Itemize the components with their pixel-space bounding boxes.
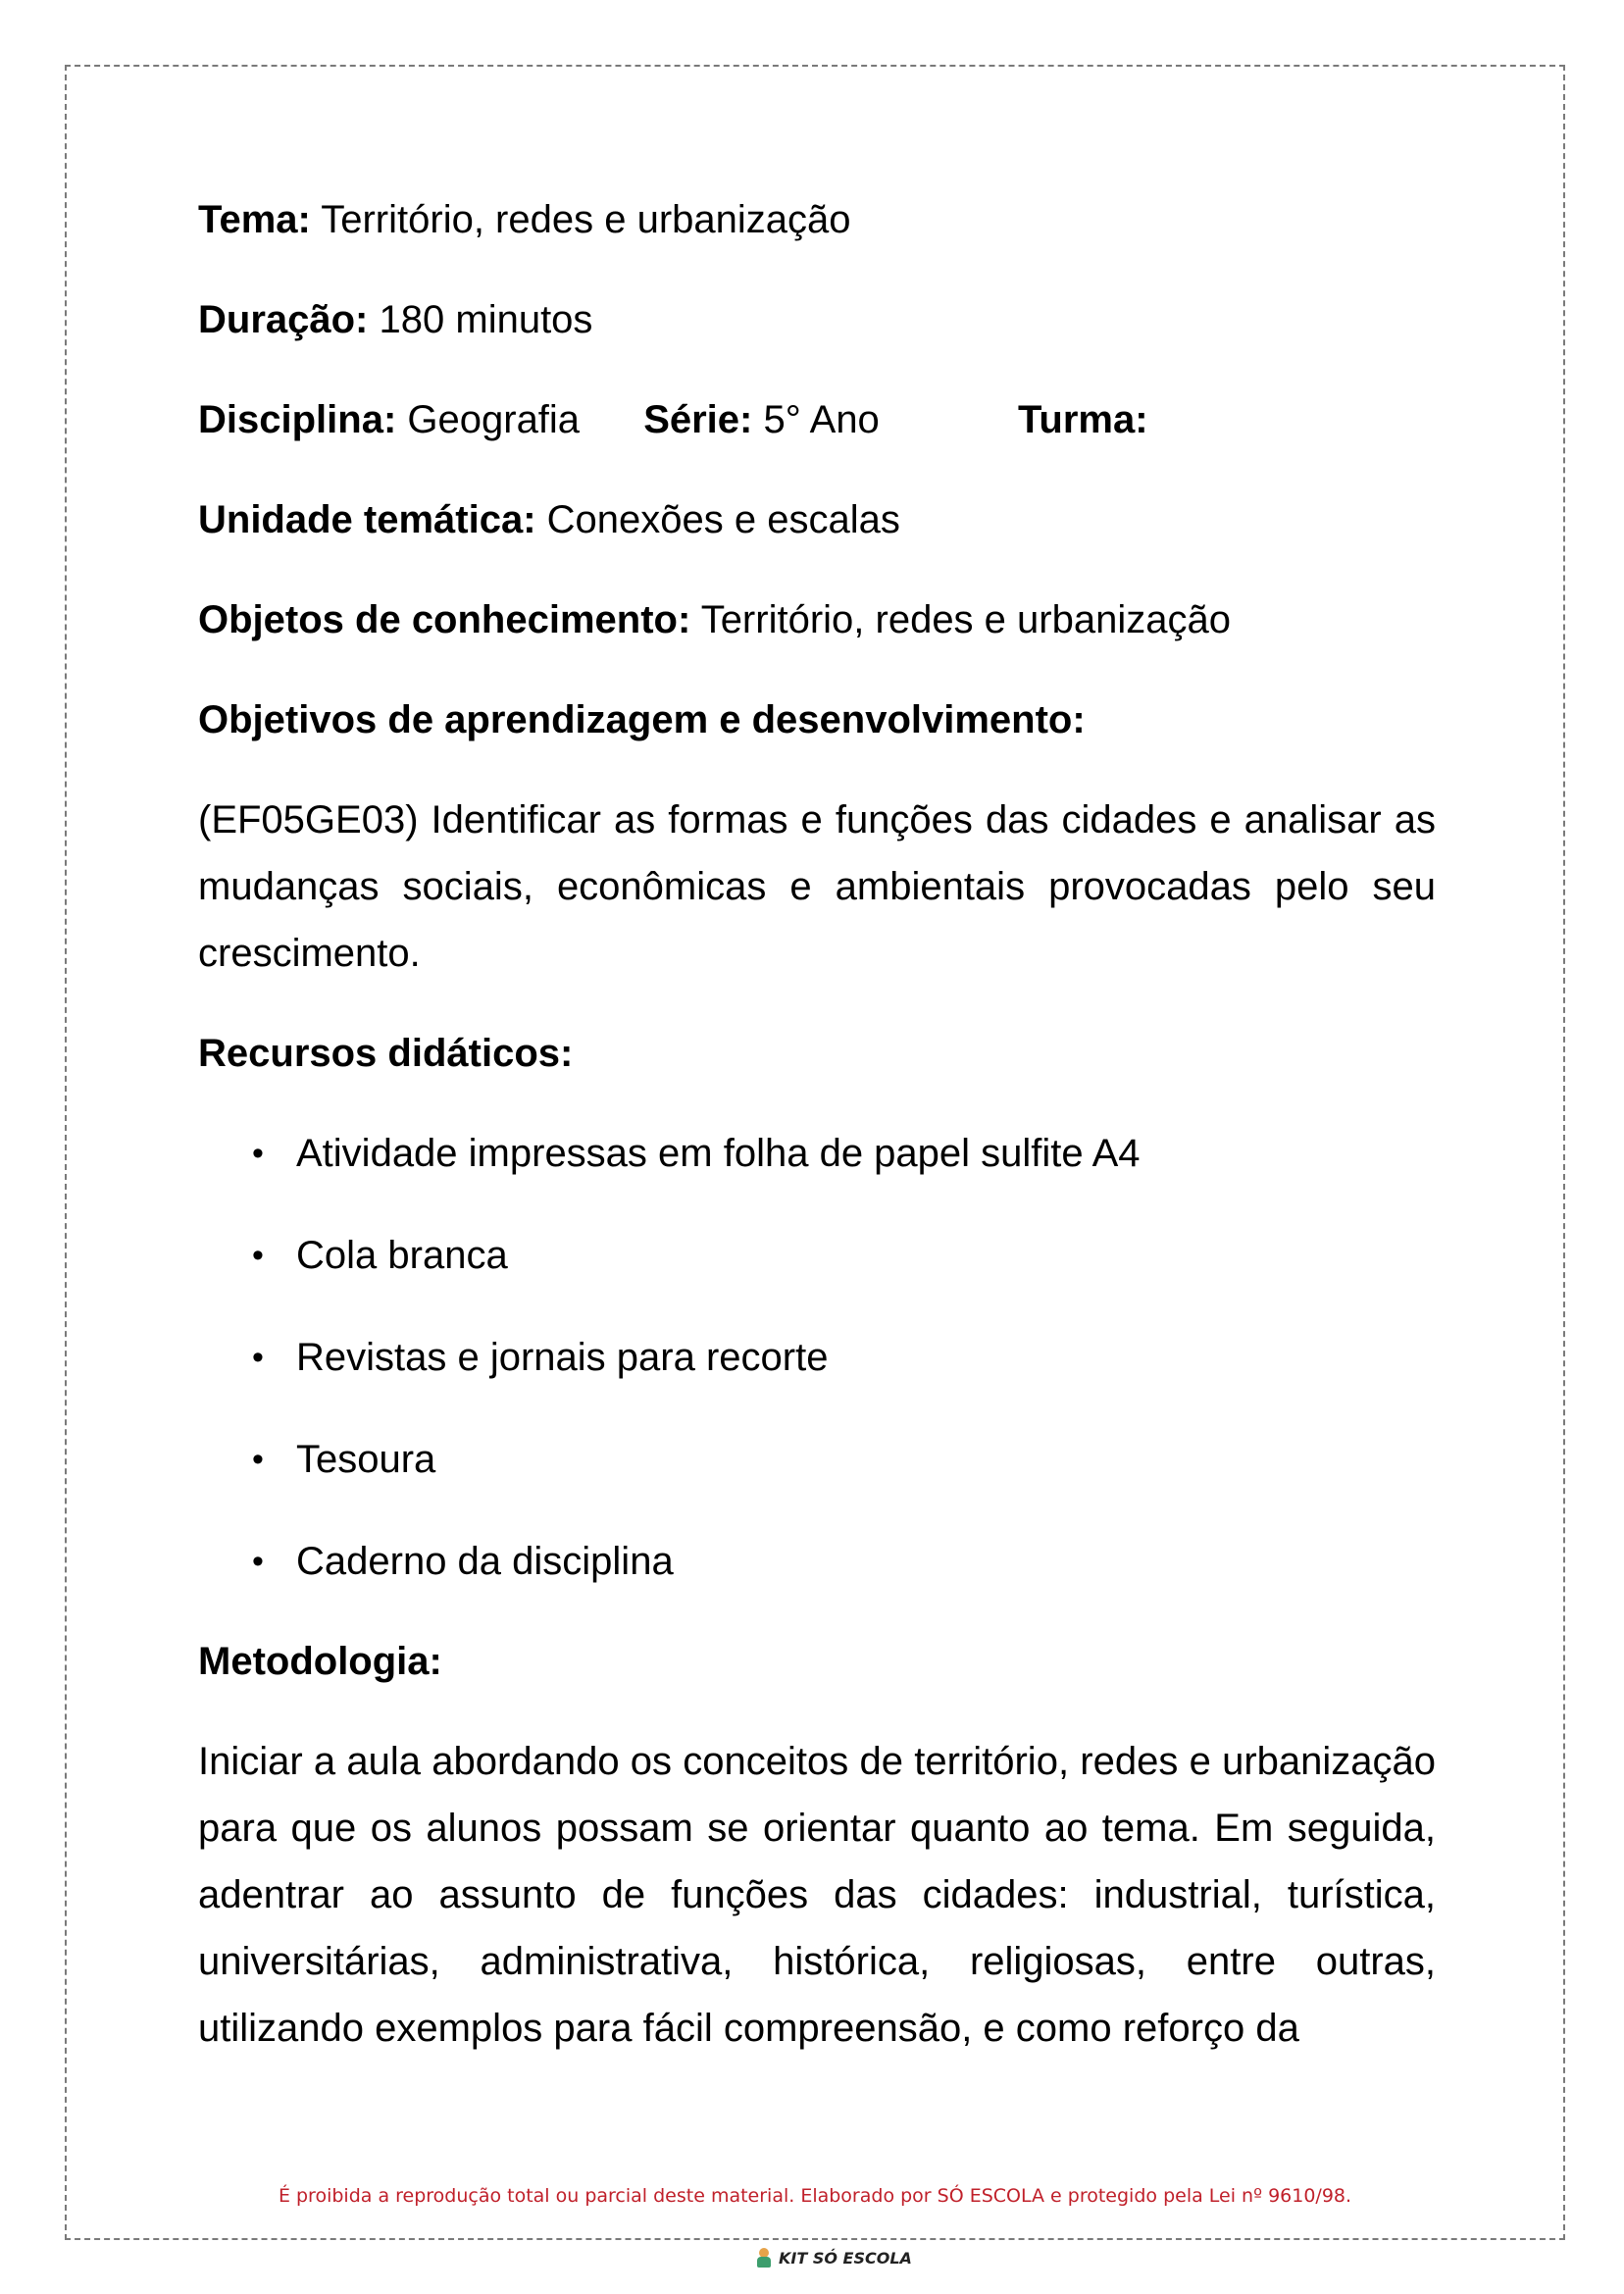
- list-item-text: Tesoura: [296, 1438, 436, 1481]
- unidade-label: Unidade temática:: [198, 498, 536, 541]
- bullet-icon: •: [252, 1339, 264, 1376]
- lesson-plan: [198, 186, 1436, 2095]
- recursos-heading: Recursos didáticos:: [198, 1032, 574, 1075]
- objetivos-text: (EF05GE03) Identificar as formas e funções das cidades e analisar as mudanças sociais, econômicas e ambientais provocadas pelo seu crescimento.: [198, 798, 1436, 975]
- field-duracao: [198, 286, 1436, 353]
- list-item-text: Revistas e jornais para recorte: [296, 1336, 829, 1379]
- turma-group: [1018, 398, 1148, 441]
- kid-icon: [755, 2248, 773, 2268]
- list-item-text: Caderno da disciplina: [296, 1540, 674, 1583]
- list-item: [198, 1222, 1436, 1289]
- field-objetos: [198, 586, 1436, 653]
- list-item: [198, 1324, 1436, 1391]
- copyright-notice: É proibida a reprodução total ou parcial deste material. Elaborado por SÓ ESCOLA e protegido pela Lei nº 9610/98.: [278, 2185, 1352, 2207]
- field-disciplina-row: [198, 386, 1436, 453]
- metodologia-text: Iniciar a aula abordando os conceitos de território, redes e urbanização para que os alunos possam se orientar quanto ao tema. Em seguida, adentrar ao assunto de funções das cidades: industrial, turística, universitárias, administrativa, histórica, religiosas, entre outras, utilizando exemplos para fácil compreensão, e como reforço da: [198, 1740, 1436, 2050]
- list-item: [198, 1528, 1436, 1595]
- list-item-text: Cola branca: [296, 1234, 508, 1277]
- field-unidade: [198, 486, 1436, 553]
- tema-value: Território, redes e urbanização: [321, 198, 851, 241]
- serie-label: Série:: [643, 398, 753, 441]
- list-item-text: Atividade impressas em folha de papel sulfite A4: [296, 1132, 1141, 1175]
- disciplina-value: Geografia: [407, 398, 581, 441]
- brand-logo-text: KIT SÓ ESCOLA: [779, 2248, 912, 2268]
- objetos-value: Território, redes e urbanização: [700, 598, 1231, 641]
- list-item: [198, 1426, 1436, 1493]
- bullet-icon: •: [252, 1135, 264, 1172]
- duracao-value: 180 minutos: [379, 298, 593, 341]
- tema-label: Tema:: [198, 198, 311, 241]
- bullet-icon: •: [252, 1237, 264, 1274]
- objetivos-heading: Objetivos de aprendizagem e desenvolvimento:: [198, 698, 1086, 741]
- field-tema: [198, 186, 1436, 253]
- disciplina-label: Disciplina:: [198, 398, 397, 441]
- serie-value: 5° Ano: [763, 398, 880, 441]
- recursos-list: [198, 1120, 1436, 1595]
- bullet-icon: •: [252, 1543, 264, 1580]
- objetos-label: Objetos de conhecimento:: [198, 598, 691, 641]
- duracao-label: Duração:: [198, 298, 369, 341]
- list-item: [198, 1120, 1436, 1187]
- serie-group: [643, 398, 890, 441]
- unidade-value: Conexões e escalas: [546, 498, 900, 541]
- turma-label: Turma:: [1017, 398, 1148, 441]
- brand-logo: [755, 2248, 912, 2268]
- metodologia-heading: Metodologia:: [198, 1640, 442, 1683]
- bullet-icon: •: [252, 1441, 264, 1478]
